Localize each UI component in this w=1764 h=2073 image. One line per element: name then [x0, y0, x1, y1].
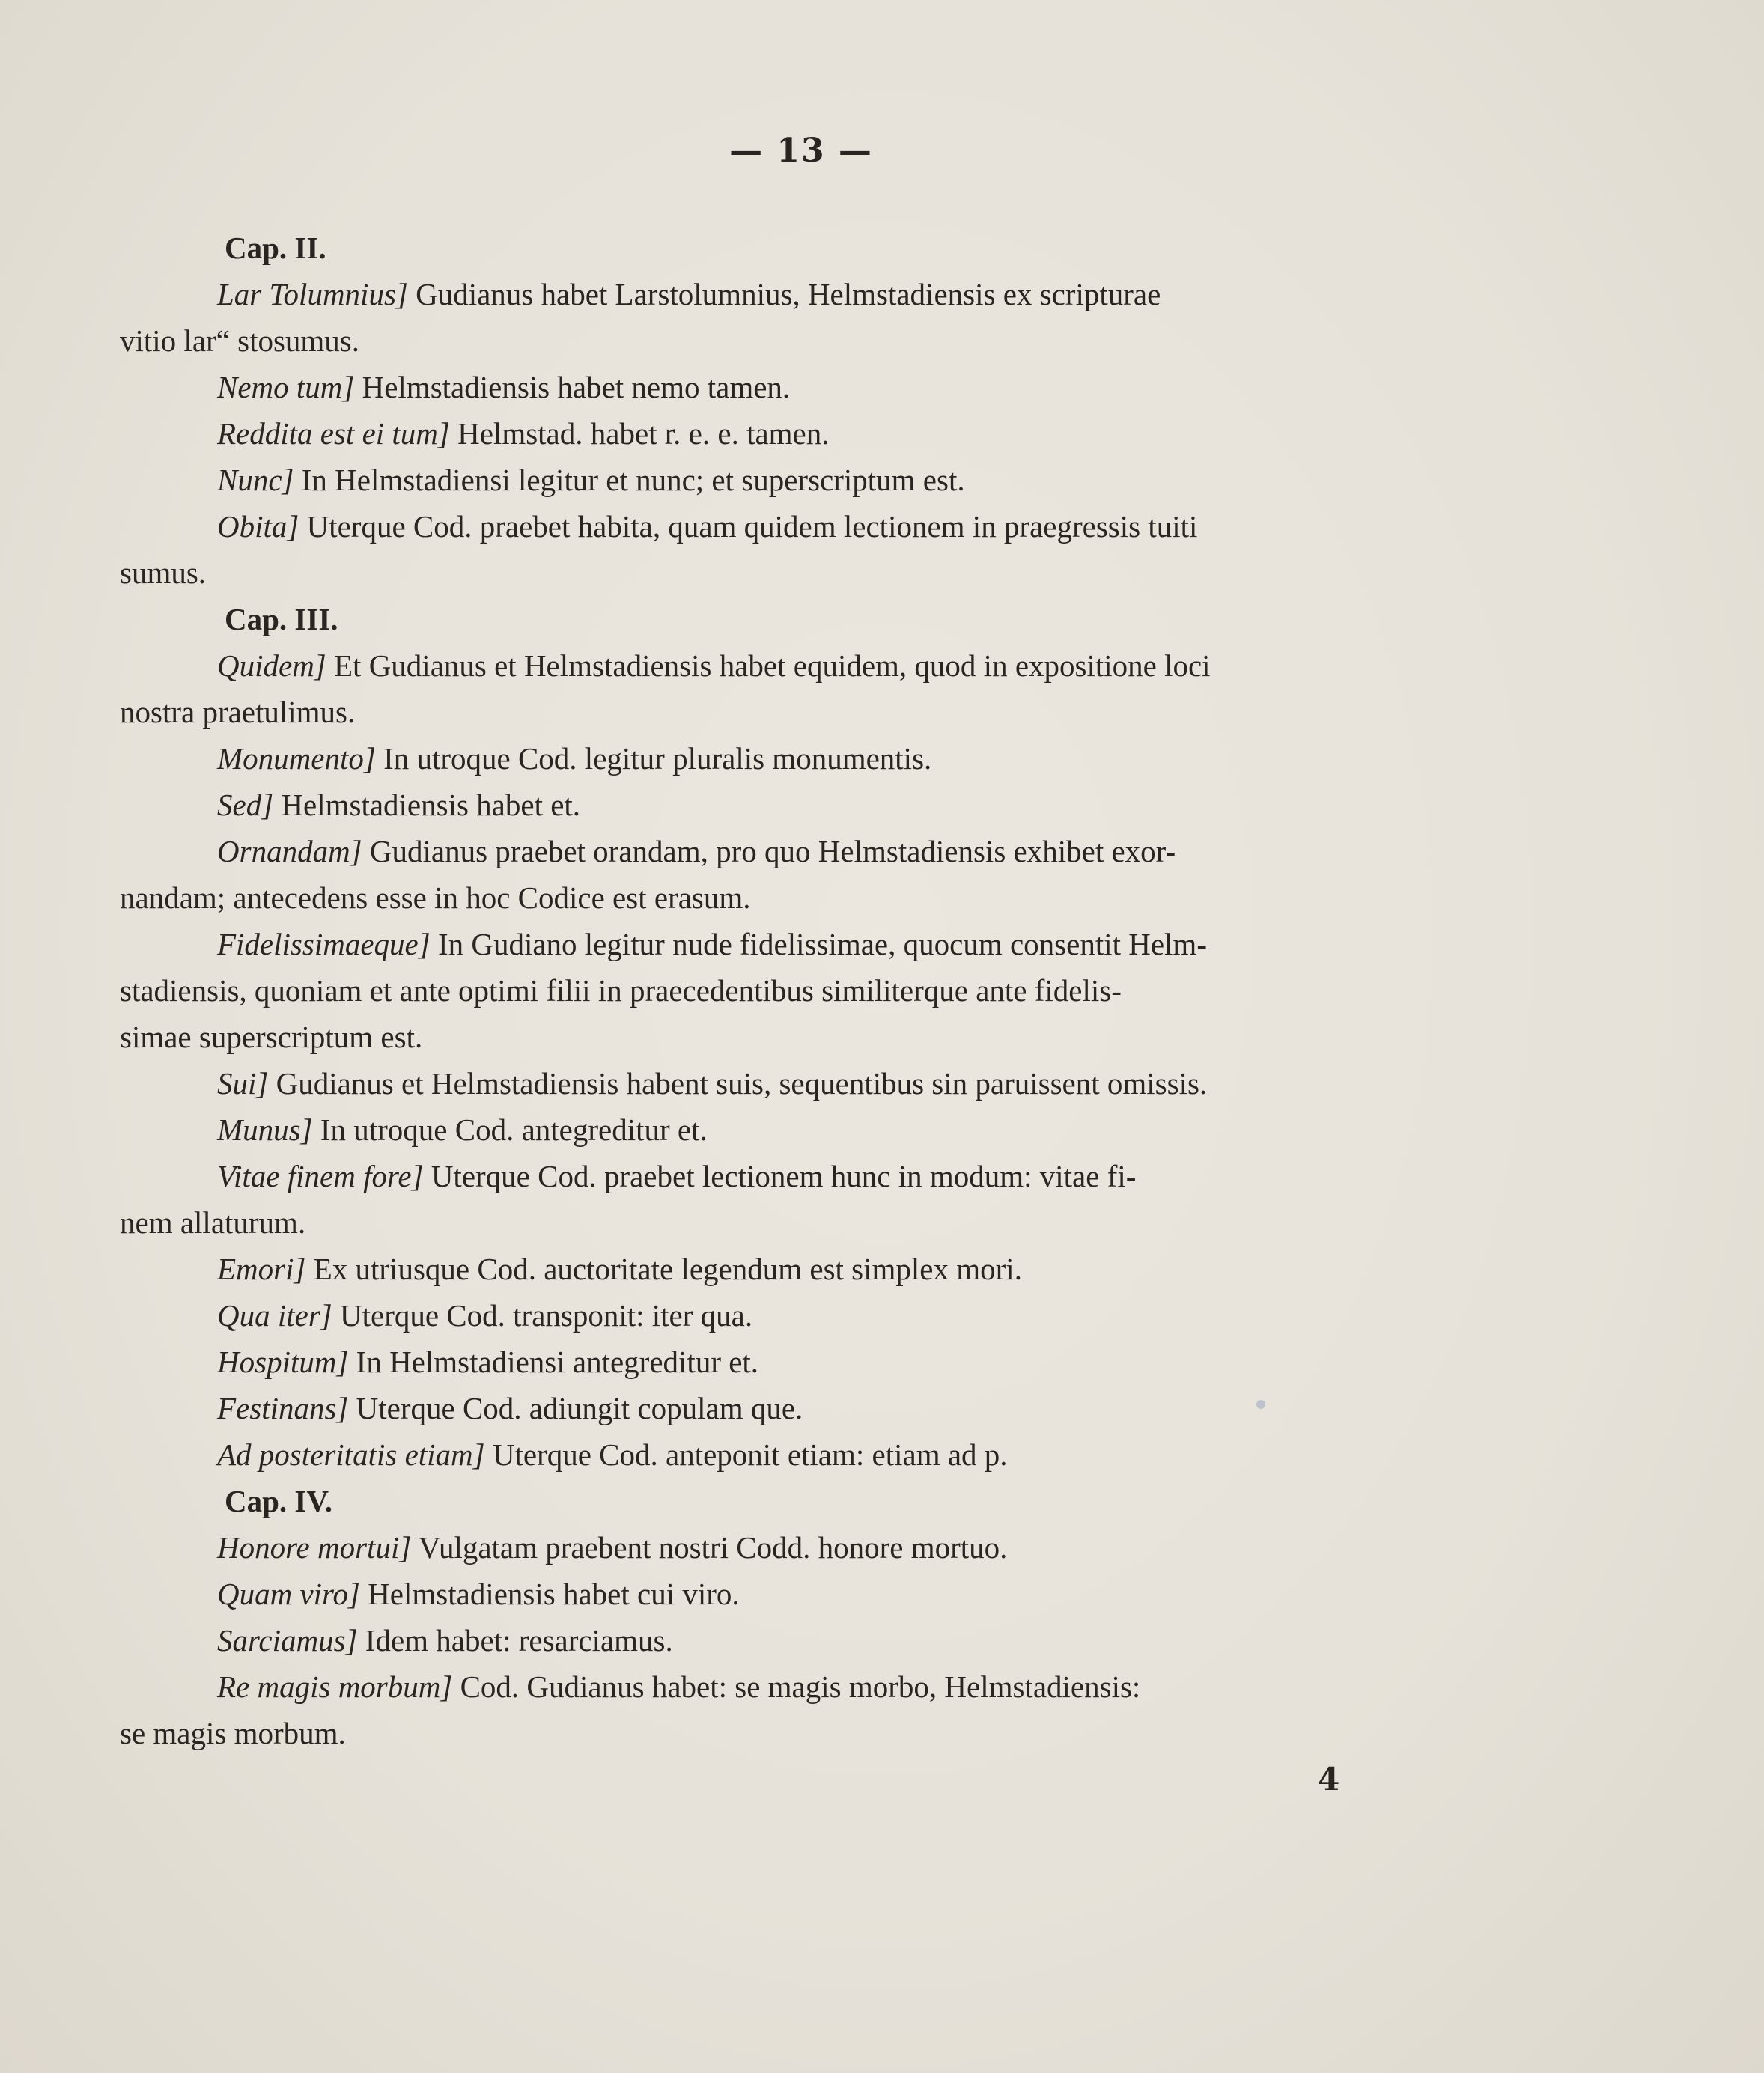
entry-line — [120, 782, 1479, 828]
commentary-text — [120, 225, 1479, 1756]
lemma: Reddita est ei tum] — [217, 416, 450, 451]
lemma: Ad posteritatis etiam] — [217, 1437, 485, 1472]
continuation-line: sumus. — [120, 555, 207, 590]
entry-line — [120, 1339, 1479, 1385]
signature-mark: 4 — [1318, 1761, 1340, 1797]
continuation-line: nostra praetulimus. — [120, 695, 356, 729]
lemma: Obita] — [217, 509, 299, 544]
lemma: Qua iter] — [217, 1298, 332, 1333]
continuation-line: simae superscriptum est. — [120, 1020, 423, 1054]
entry-line — [120, 1060, 1479, 1106]
lemma: Re magis morbum] — [217, 1669, 453, 1704]
lemma: Vitae finem fore] — [217, 1159, 424, 1193]
ink-spot — [1256, 1400, 1265, 1409]
lemma: Monumento] — [217, 741, 376, 776]
entry-text: Helmstadiensis habet nemo tamen. — [354, 370, 791, 404]
entry-text: In Gudiano legitur nude fidelissimae, quocum consentit Helm- — [430, 927, 1207, 961]
entry-text: Et Gudianus et Helmstadiensis habet equidem, quod in expositione loci — [326, 648, 1211, 683]
chapter-heading: Cap. III. — [225, 602, 338, 636]
entry-text: Gudianus et Helmstadiensis habent suis, sequentibus sin paruissent omissis. — [268, 1066, 1208, 1101]
continuation-line: nem allaturum. — [120, 1205, 306, 1240]
entry-line — [120, 1292, 1479, 1339]
lemma: Lar Tolumnius] — [217, 277, 408, 311]
entry-text: Gudianus praebet orandam, pro quo Helmstadiensis exhibet exor- — [362, 834, 1176, 868]
chapter-heading: Cap. IV. — [225, 1484, 332, 1518]
entry-text: Uterque Cod. anteponit etiam: etiam ad p. — [484, 1437, 1008, 1472]
entry-text: In Helmstadiensi legitur et nunc; et superscriptum est. — [294, 463, 965, 497]
page-number: — 13 — — [729, 132, 873, 170]
entry-line — [120, 1617, 1479, 1663]
lemma: Ornandam] — [217, 834, 362, 868]
lemma: Sui] — [217, 1066, 269, 1101]
lemma: Quam viro] — [217, 1577, 360, 1611]
lemma: Sarciamus] — [217, 1623, 358, 1658]
continuation-line: stadiensis, quoniam et ante optimi filii in praecedentibus similiterque ante fidelis- — [120, 973, 1122, 1008]
entry-text: Gudianus habet Larstolumnius, Helmstadiensis ex scripturae — [407, 277, 1161, 311]
entry-line — [120, 1663, 1479, 1710]
lemma: Hospitum] — [217, 1345, 349, 1379]
entry-line — [120, 735, 1479, 782]
entry-line — [120, 1524, 1479, 1571]
entry-line — [120, 1385, 1479, 1431]
entry-text: Idem habet: resarciamus. — [357, 1623, 673, 1658]
lemma: Emori] — [217, 1252, 306, 1286]
entry-text: Uterque Cod. transponit: iter qua. — [332, 1298, 753, 1333]
entry-line — [120, 921, 1479, 967]
entry-line — [120, 503, 1479, 550]
entry-text: Helmstad. habet r. e. e. tamen. — [449, 416, 830, 451]
lemma: Munus] — [217, 1112, 313, 1147]
entry-text: Cod. Gudianus habet: se magis morbo, Helmstadiensis: — [452, 1669, 1141, 1704]
chapter-heading: Cap. II. — [225, 231, 326, 265]
lemma: Festinans] — [217, 1391, 349, 1425]
entry-line — [120, 1431, 1479, 1478]
lemma: Nunc] — [217, 463, 294, 497]
lemma: Fidelissimaeque] — [217, 927, 431, 961]
continuation-line: se magis morbum. — [120, 1716, 346, 1750]
entry-text: Ex utriusque Cod. auctoritate legendum est simplex mori. — [305, 1252, 1022, 1286]
lemma: Nemo tum] — [217, 370, 355, 404]
lemma: Sed] — [217, 788, 274, 822]
entry-line — [120, 410, 1479, 457]
entry-text: Helmstadiensis habet cui viro. — [359, 1577, 740, 1611]
entry-line — [120, 271, 1479, 317]
entry-text: In utroque Cod. antegreditur et. — [312, 1112, 708, 1147]
entry-line — [120, 1106, 1479, 1153]
lemma: Quidem] — [217, 648, 326, 683]
entry-line — [120, 1153, 1479, 1199]
entry-text: In utroque Cod. legitur pluralis monumentis. — [375, 741, 932, 776]
entry-line — [120, 828, 1479, 874]
entry-text: Uterque Cod. praebet habita, quam quidem lectionem in praegressis tuiti — [299, 509, 1198, 544]
entry-text: Uterque Cod. adiungit copulam que. — [348, 1391, 803, 1425]
entry-text: Uterque Cod. praebet lectionem hunc in modum: vitae fi- — [423, 1159, 1137, 1193]
entry-line — [120, 642, 1479, 689]
entry-line — [120, 1571, 1479, 1617]
continuation-line: nandam; antecedens esse in hoc Codice est erasum. — [120, 880, 751, 915]
entry-line — [120, 457, 1479, 503]
entry-text: Vulgatam praebent nostri Codd. honore mortuo. — [411, 1530, 1008, 1565]
entry-text: In Helmstadiensi antegreditur et. — [348, 1345, 759, 1379]
entry-text: Helmstadiensis habet et. — [273, 788, 581, 822]
entry-line — [120, 364, 1479, 410]
continuation-line: vitio lar“ stosumus. — [120, 323, 360, 358]
entry-line — [120, 1246, 1479, 1292]
lemma: Honore mortui] — [217, 1530, 412, 1565]
